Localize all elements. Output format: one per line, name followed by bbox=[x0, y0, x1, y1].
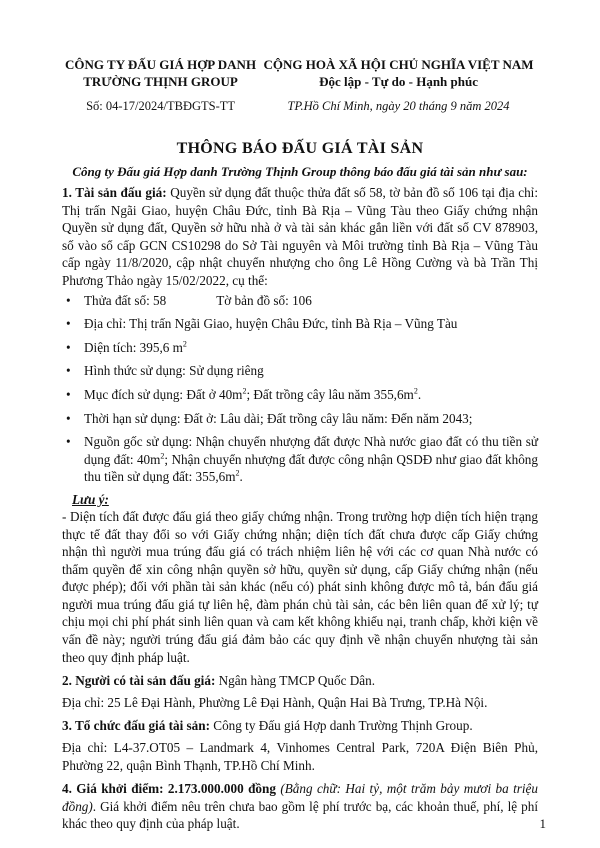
usage-purpose-a: Mục đích sử dụng: Đất ở 40m bbox=[84, 386, 243, 402]
list-item bbox=[84, 339, 538, 357]
asset-address: Địa chỉ: Thị trấn Ngãi Giao, huyện Châu Đức, tỉnh Bà Rịa – Vũng Tàu bbox=[84, 316, 458, 332]
section-2-text: Ngân hàng TMCP Quốc Dân. bbox=[215, 673, 376, 689]
page-number: 1 bbox=[539, 816, 546, 831]
list-item bbox=[84, 386, 538, 404]
section-2-label: 2. Người có tài sản đấu giá: bbox=[62, 673, 216, 689]
section-1-label: 1. Tài sản đấu giá: bbox=[62, 185, 167, 200]
note-paragraph: - Diện tích đất được đấu giá theo giấy chứng nhận. Trong trường hợp diện tích hiện trạng thực tế đất thay đổi so với Giấy chứng nhận; diện tích đất chưa được cấp Giấy chứng nhận thì người mua trúng đấu giá có trách nhiệm liên hệ với các cơ quan Nhà nước có thẩm quyền để xin công nhận quyền sở hữu, quyền sử dụng, cấp Giấy chứng nhận (nếu được phép); đối với phần tài sản khác (nếu có) phát sinh không được mô tả, bán đấu giá người mua trúng đấu giá tự liên hệ, đàm phán chủ tài sản, các bên liên quan để xử lý; tự chịu mọi chi phí phát sinh liên quan và cam kết không khiếu nại, tranh chấp, khởi kiện về vấn đề này; người trúng đấu giá đảm bảo các quy định về nhận chuyển nhượng tài sản theo quy định pháp luật. bbox=[62, 508, 538, 665]
list-item bbox=[84, 315, 538, 333]
area-exponent: 2 bbox=[182, 339, 187, 349]
list-item-period: . bbox=[417, 386, 422, 402]
list-item bbox=[84, 433, 538, 486]
asset-details-list bbox=[62, 292, 538, 486]
asset-area: Diện tích: 395,6 m bbox=[84, 339, 183, 355]
usage-origin-b: ; Nhận chuyển nhượng đất được công nhận QSDĐ như giao đất không thu tiền sử dụng đất: 355,6m bbox=[84, 451, 538, 485]
starting-price-note: . Giá khởi điểm nêu trên chưa bao gồm lệ phí trước bạ, các khoản thuế, phí, lệ phí khác theo quy định của pháp luật. bbox=[62, 798, 538, 832]
owner-address: Địa chỉ: 25 Lê Đại Hành, Phường Lê Đại Hành, Quận Hai Bà Trưng, TP.Hà Nội. bbox=[62, 694, 488, 710]
section-3-paragraph bbox=[62, 717, 538, 735]
organizer-address: Địa chỉ: L4-37.OT05 – Landmark 4, Vinhomes Central Park, 720A Điện Biên Phủ, Phường 22, quận Bình Thạnh, TP.Hồ Chí Minh. bbox=[62, 740, 538, 773]
issuer-block bbox=[62, 56, 259, 114]
starting-price-in-words: (Bằng chữ: Hai tỷ, một trăm bảy mươi ba triệu đồng) bbox=[62, 781, 538, 814]
company-name-line1: CÔNG TY ĐẤU GIÁ HỢP DANH bbox=[65, 57, 257, 72]
intro-line: Công ty Đấu giá Hợp danh Trường Thịnh Group thông báo đấu giá tài sản như sau: bbox=[72, 164, 528, 179]
section-4-paragraph bbox=[62, 780, 538, 833]
area-exponent: 2 bbox=[160, 451, 165, 461]
list-item bbox=[84, 362, 538, 380]
national-motto: Độc lập - Tự do - Hạnh phúc bbox=[319, 74, 478, 89]
company-name-line2: TRƯỜNG THỊNH GROUP bbox=[83, 74, 238, 89]
section-1-paragraph bbox=[62, 184, 538, 290]
section-3-label: 3. Tổ chức đấu giá tài sản: bbox=[62, 718, 210, 734]
list-item bbox=[84, 410, 538, 428]
parcel-number: Thửa đất số: 58 bbox=[84, 292, 167, 308]
note-heading: Lưu ý: bbox=[72, 491, 109, 507]
usage-term: Thời hạn sử dụng: Đất ở: Lâu dài; Đất trồng cây lâu năm: Đến năm 2043; bbox=[84, 410, 473, 426]
document-header bbox=[62, 56, 538, 114]
document-title: THÔNG BÁO ĐẤU GIÁ TÀI SẢN bbox=[176, 140, 424, 157]
list-item-period: . bbox=[239, 469, 243, 485]
national-motto-block bbox=[259, 56, 538, 114]
list-item bbox=[84, 292, 538, 310]
section-3-text: Công ty Đấu giá Hợp danh Trường Thịnh Group. bbox=[210, 718, 473, 734]
starting-price-label: 4. Giá khởi điểm: 2.173.000.000 đồng bbox=[62, 781, 276, 797]
document-number: Số: 04-17/2024/TBĐGTS-TT bbox=[86, 99, 236, 113]
section-1-text: Quyền sử dụng đất thuộc thửa đất số 58, tờ bản đồ số 106 tại địa chỉ: Thị trấn Ngãi Giao, huyện Châu Đức, tỉnh Bà Rịa – Vũng Tàu theo Giấy chứng nhận Quyền sử dụng đất, Quyền sở hữu nhà ở và tài sản khác gắn liền với đất số CV 878903, số vào sổ cấp GCN CS10298 do Sở Tài nguyên và Môi trường tỉnh Bà Rịa – Vũng Tàu cấp ngày 11/8/2020, cập nhật chuyển nhượng cho ông Lê Hồng Cường và bà Trần Thị Phương Thảo ngày 15/02/2022, cụ thể: bbox=[62, 185, 538, 288]
country-name: CỘNG HOÀ XÃ HỘI CHỦ NGHĨA VIỆT NAM bbox=[263, 57, 534, 72]
area-exponent: 2 bbox=[413, 386, 418, 396]
map-sheet-number: Tờ bản đồ số: 106 bbox=[216, 292, 312, 308]
usage-form: Hình thức sử dụng: Sử dụng riêng bbox=[84, 363, 264, 379]
section-2-paragraph bbox=[62, 672, 538, 690]
usage-purpose-b: ; Đất trồng cây lâu năm 355,6m bbox=[246, 386, 414, 402]
document-date: TP.Hồ Chí Minh, ngày 20 tháng 9 năm 2024 bbox=[287, 99, 510, 113]
area-exponent: 2 bbox=[235, 468, 240, 478]
area-exponent: 2 bbox=[242, 386, 247, 396]
usage-origin-a: Nguồn gốc sử dụng: Nhận chuyển nhượng đất được Nhà nước giao đất có thu tiền sử dụng đất: 40m bbox=[84, 434, 538, 467]
